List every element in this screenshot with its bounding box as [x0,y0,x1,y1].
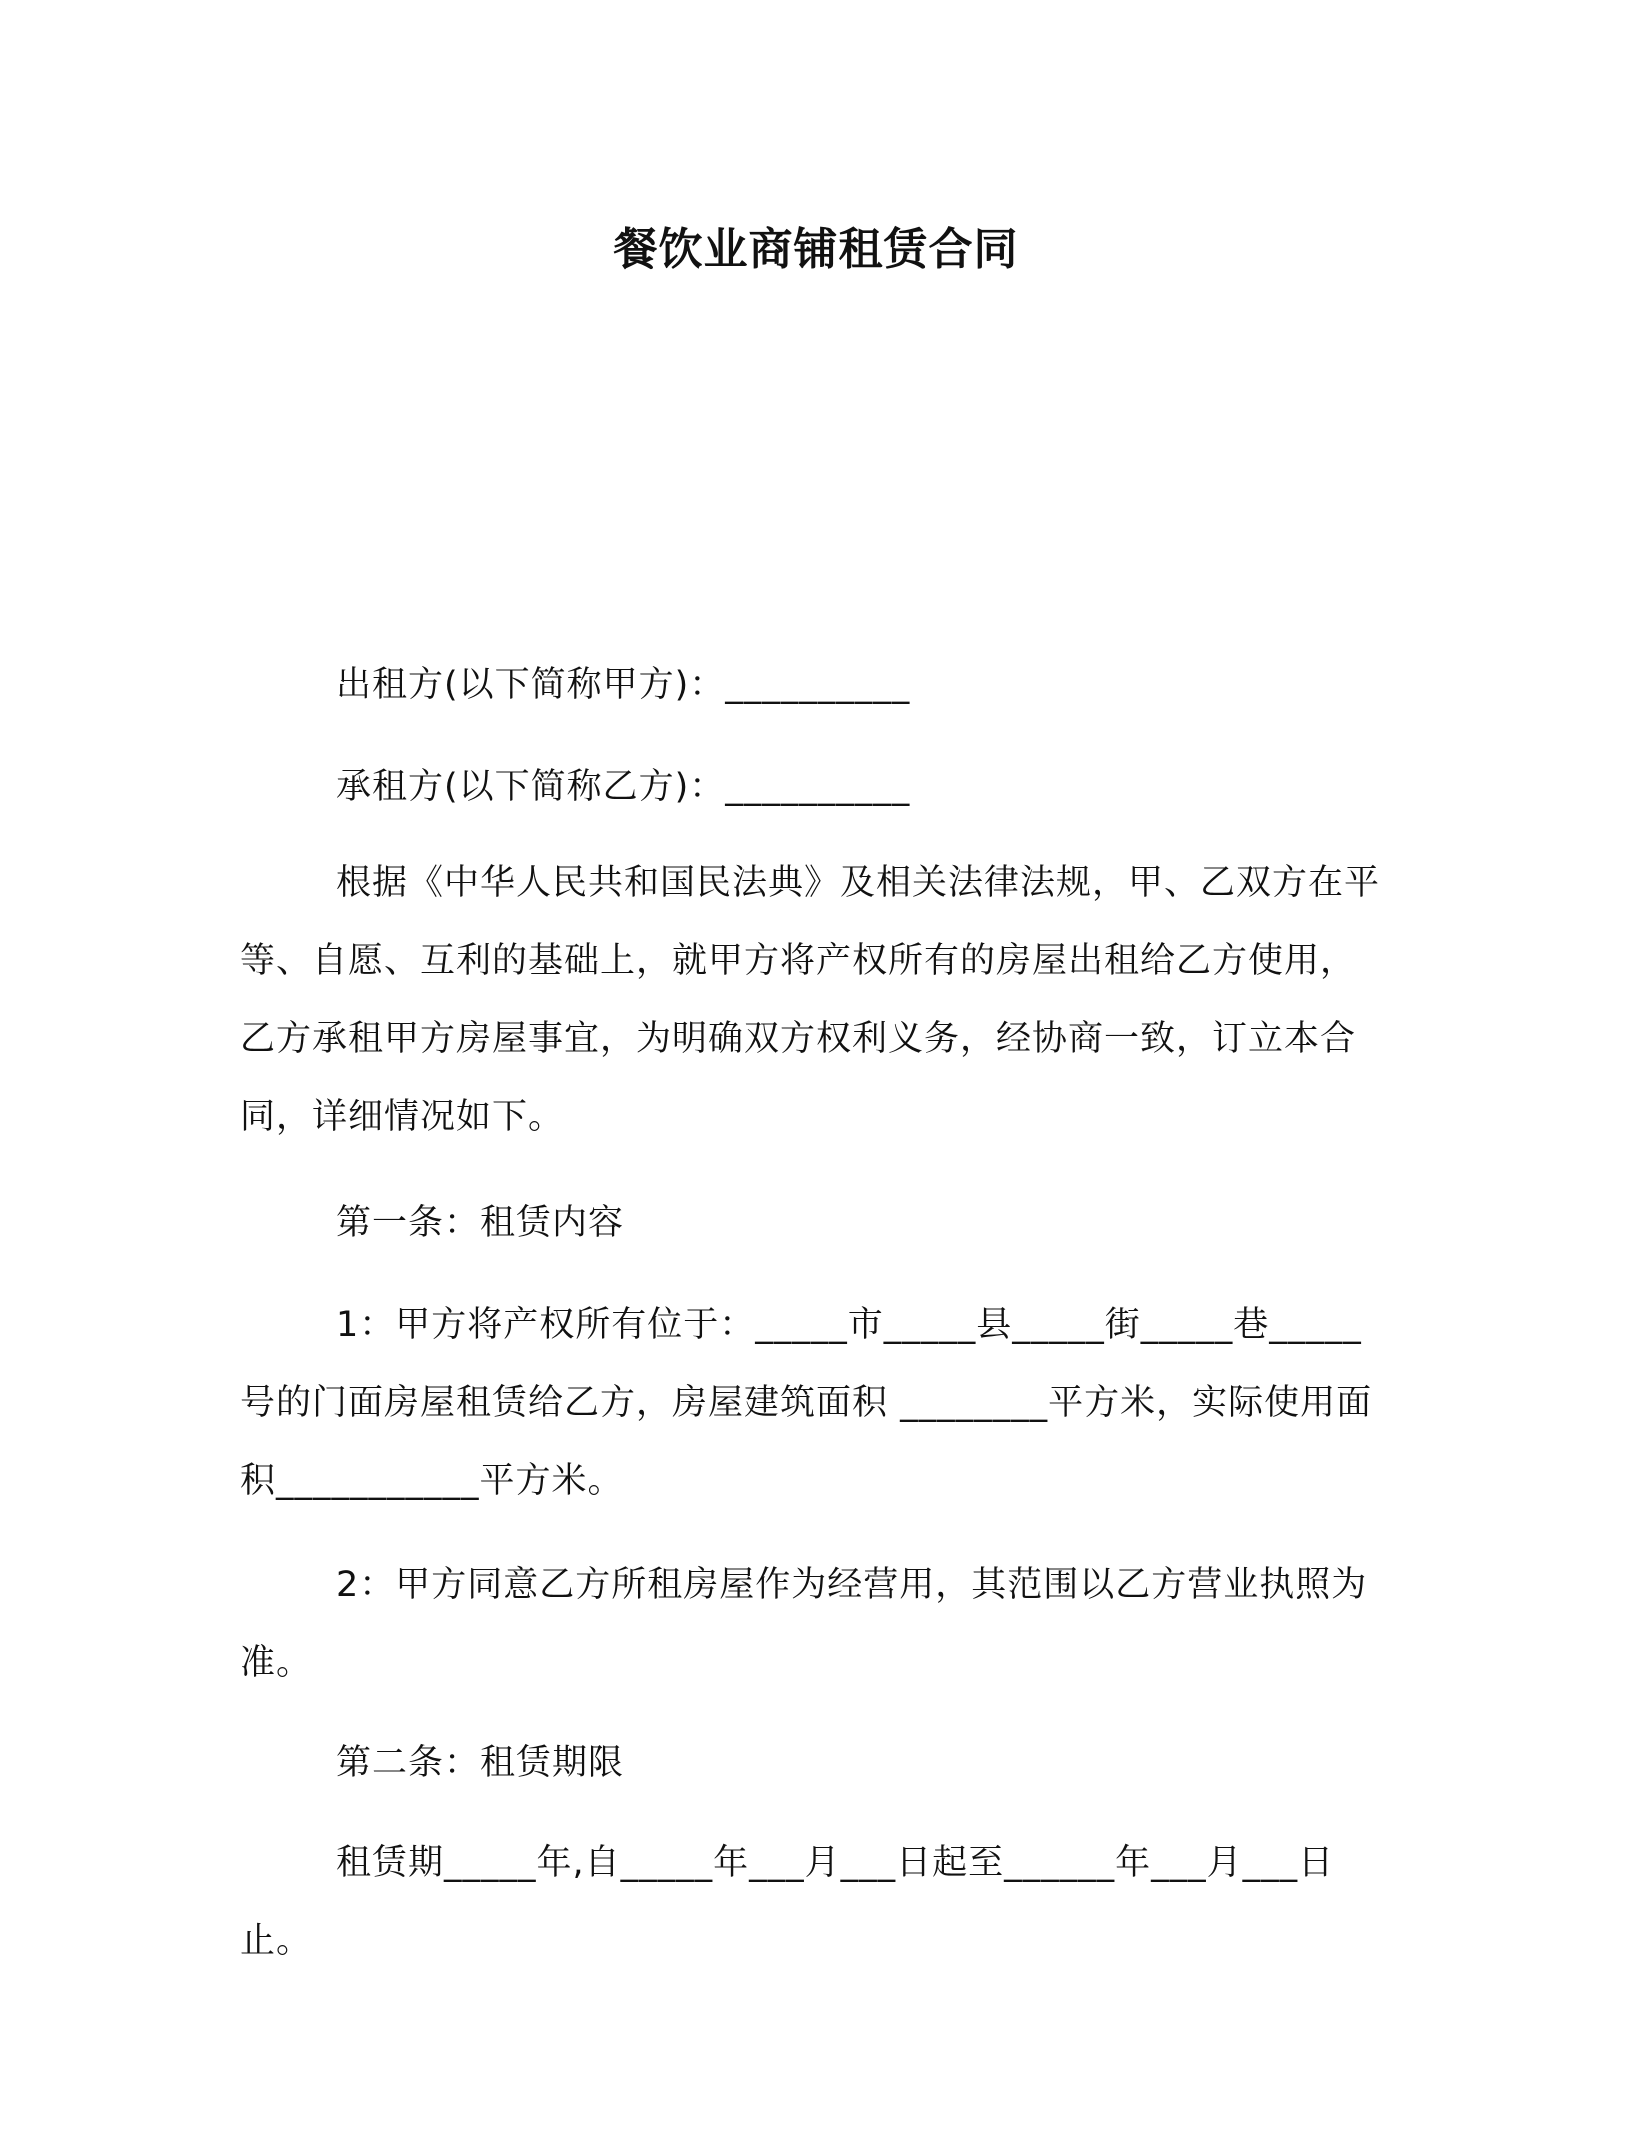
document-body-term [240,1668,1385,2136]
document-title: 餐饮业商铺租赁合同 [613,224,1019,275]
clause-1-1: 1：甲方将产权所有位于：_____市_____县_____街_____巷_____号的门面房屋租赁给乙方，房屋建筑面积 ________平方米，实际使用面积___________平方米。 [240,1305,1373,1501]
paragraph-lease-term: 租赁期_____年,自_____年___月___日起至______年___月___日止。 [240,1843,1335,1961]
article-heading-2: 第二条：租赁期限 [336,1743,625,1783]
clause-1-2: 2：甲方同意乙方所租房屋作为经营用，其范围以乙方营业执照为准。 [240,1565,1368,1683]
article-heading-1: 第一条：租赁内容 [336,1203,625,1243]
paragraph-lessee: 承租方(以下简称乙方)：__________ [336,767,911,807]
paragraph-preamble: 根据《中华人民共和国民法典》及相关法律法规，甲、乙双方在平等、自愿、互利的基础上，就甲方将产权所有的房屋出租给乙方使用，乙方承租甲方房屋事宜，为明确双方权利义务，经协商一致，订立本合同，详细情况如下。 [240,863,1381,1137]
paragraph-lessor: 出租方(以下简称甲方)：__________ [336,665,911,705]
